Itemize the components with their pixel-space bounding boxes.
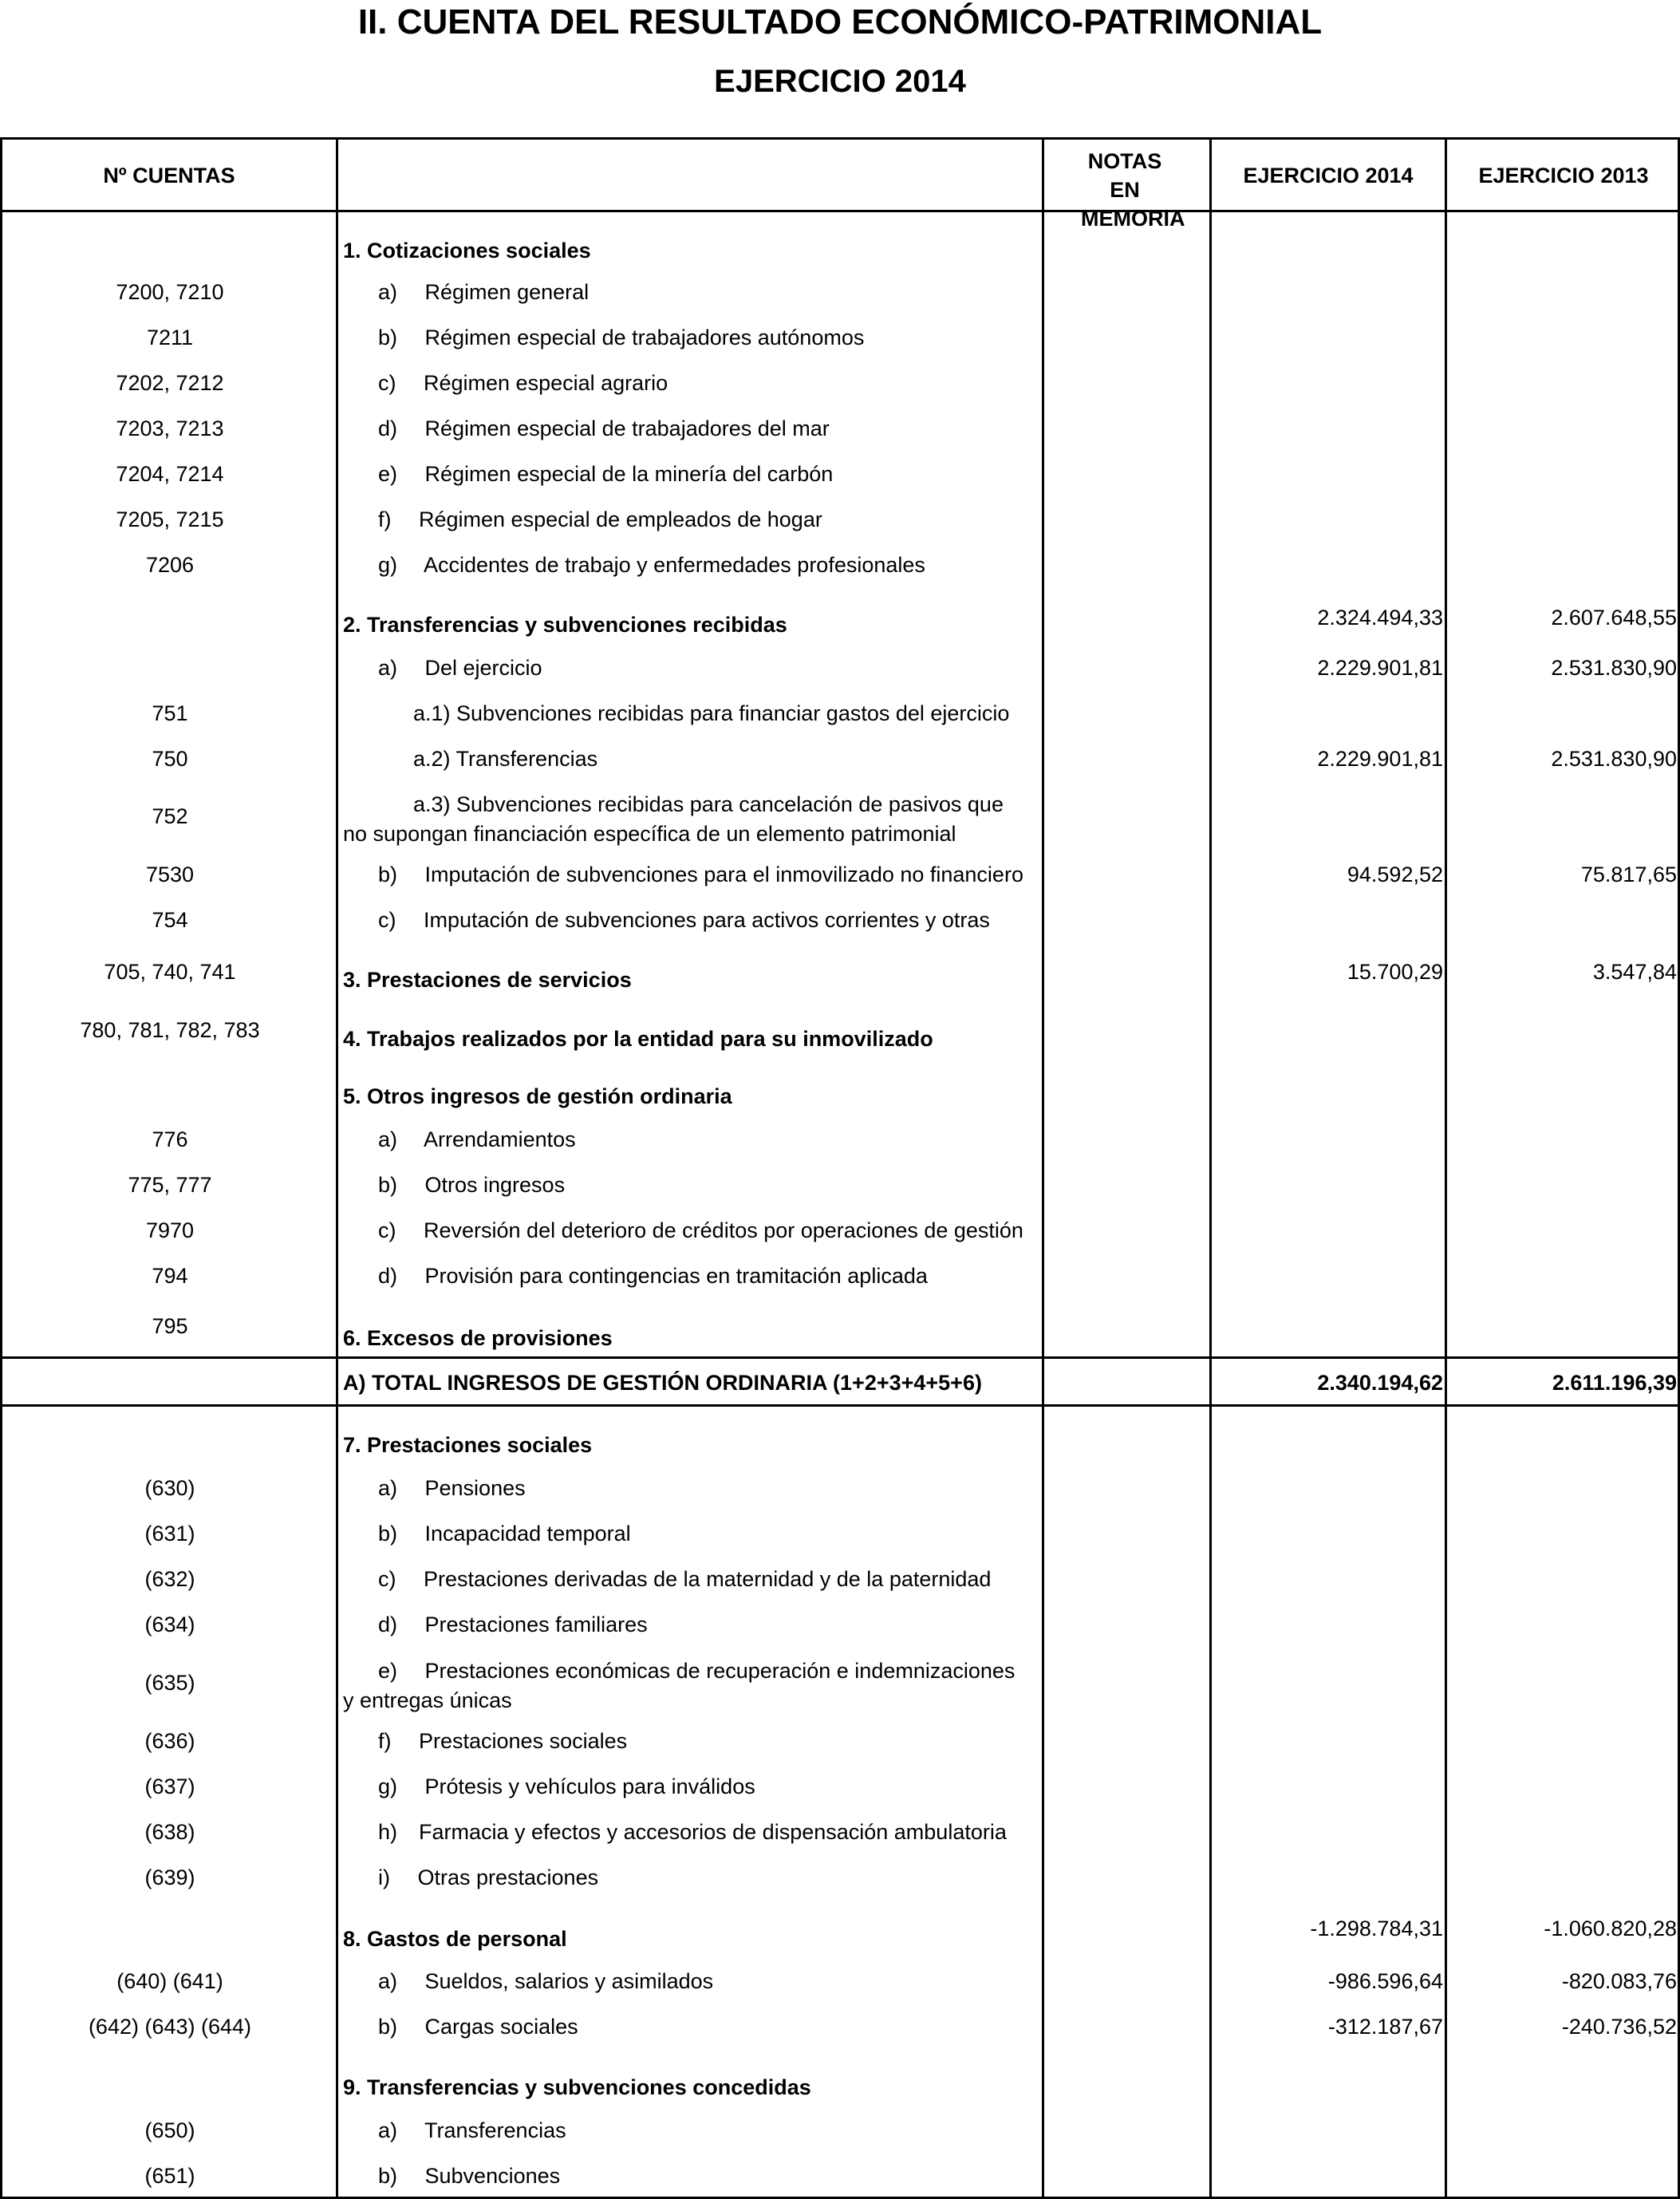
total-bottom-divider: [0, 1404, 1680, 1407]
account-code: 7203, 7213: [116, 417, 224, 440]
amount-v2013: 75.817,65: [1580, 863, 1677, 886]
account-code: 794: [152, 1264, 188, 1288]
account-code: (642) (643) (644): [88, 2015, 252, 2039]
account-code: 775, 777: [128, 1173, 212, 1197]
label-line-continuation: no supongan financiación específica de un elemento patrimonial: [343, 822, 956, 846]
label-line: a.3) Subvenciones recibidas para cancelación de pasivos que: [413, 792, 1004, 816]
row-c-imputacion-de-subvenciones-para-activo-label: c) Imputación de subvenciones para activos corrientes y otras: [378, 908, 990, 932]
account-code: 705, 740, 741: [104, 960, 236, 984]
row-b-subvenciones-label: b) Subvenciones: [378, 2164, 561, 2188]
row-a-1-subvenciones-recibidas-para-financia-label: a.1) Subvenciones recibidas para financiar gastos del ejercicio: [413, 701, 1010, 725]
row-c-regimen-especial-agrario-label: c) Régimen especial agrario: [378, 371, 668, 395]
row-d-prestaciones-familiares-label: d) Prestaciones familiares: [378, 1613, 648, 1636]
amount-v2014: 94.592,52: [1347, 863, 1443, 886]
header-ej2013: EJERCICIO 2013: [1478, 164, 1649, 188]
amount-v2013: 2.531.830,90: [1551, 747, 1677, 771]
row-c-reversion-del-deterioro-de-creditos-po-label: c) Reversión del deterioro de créditos por operaciones de gestión: [378, 1218, 1023, 1242]
amount-v2013: 2.607.648,55: [1551, 606, 1677, 630]
account-code: 7202, 7212: [116, 371, 224, 395]
row-2-transferencias-y-subvenciones-recibida-label: 2. Transferencias y subvenciones recibidas: [343, 613, 787, 637]
label-line-continuation: y entregas únicas: [343, 1688, 512, 1712]
account-code: (640) (641): [116, 1969, 223, 1993]
col-divider: [1042, 137, 1044, 2199]
account-code: (632): [144, 1567, 195, 1591]
account-code: 751: [152, 701, 188, 725]
row-g-protesis-y-vehiculos-para-invalidos-label: g) Prótesis y vehículos para inválidos: [378, 1775, 755, 1798]
row-e-prestaciones-economicas-de-recuperacio-label: [343, 1656, 1021, 1715]
account-code: 7204, 7214: [116, 462, 224, 486]
account-code: 7211: [146, 326, 194, 349]
account-code: 795: [152, 1314, 188, 1338]
account-code: 7206: [145, 553, 195, 577]
total-top-divider: [0, 1356, 1680, 1359]
report-subtitle: EJERCICIO 2014: [714, 64, 966, 99]
total-amount-v2013: 2.611.196,39: [1552, 1371, 1677, 1395]
report-title: II. CUENTA DEL RESULTADO ECONÓMICO-PATRIMONIAL: [357, 2, 1323, 41]
account-code: 776: [152, 1127, 188, 1151]
account-code: 7530: [145, 863, 195, 886]
account-code: 7205, 7215: [116, 507, 224, 531]
row-a-3-subvenciones-recibidas-para-cancelac-label: [343, 790, 1021, 849]
header-notas: NOTAS EN MEMORIA: [1081, 149, 1185, 231]
row-b-otros-ingresos-label: b) Otros ingresos: [378, 1173, 566, 1197]
row-f-prestaciones-sociales-label: f) Prestaciones sociales: [378, 1729, 628, 1753]
row-b-cargas-sociales-label: b) Cargas sociales: [378, 2015, 578, 2039]
row-e-regimen-especial-de-la-mineria-del-car-label: e) Régimen especial de la minería del carbón: [378, 462, 834, 486]
amount-v2013: -240.736,52: [1561, 2015, 1677, 2039]
row-b-regimen-especial-de-trabajadores-auton-label: b) Régimen especial de trabajadores autónomos: [378, 326, 865, 349]
account-code: 754: [152, 908, 188, 932]
row-b-incapacidad-temporal-label: b) Incapacidad temporal: [378, 1522, 631, 1546]
row-a-del-ejercicio-label: a) Del ejercicio: [378, 656, 542, 680]
amount-v2013: 3.547,84: [1592, 960, 1677, 984]
row-b-imputacion-de-subvenciones-para-el-inm-label: b) Imputación de subvenciones para el inmovilizado no financiero: [378, 863, 1023, 886]
row-6-excesos-de-provisiones-label: 6. Excesos de provisiones: [343, 1326, 613, 1350]
row-1-cotizaciones-sociales-label: 1. Cotizaciones sociales: [343, 239, 591, 263]
row-5-otros-ingresos-de-gestion-ordinaria-label: 5. Otros ingresos de gestión ordinaria: [343, 1084, 732, 1108]
amount-v2014: -1.298.784,31: [1310, 1917, 1443, 1940]
account-code: (639): [144, 1865, 195, 1889]
amount-v2014: -986.596,64: [1327, 1969, 1443, 1993]
amount-v2014: 2.229.901,81: [1317, 656, 1443, 680]
amount-v2014: 15.700,29: [1347, 960, 1443, 984]
row-a-regimen-general-label: a) Régimen general: [378, 280, 590, 304]
row-a-arrendamientos-label: a) Arrendamientos: [378, 1127, 576, 1151]
account-code: 7200, 7210: [116, 280, 224, 304]
row-8-gastos-de-personal-label: 8. Gastos de personal: [343, 1927, 567, 1951]
account-code: (636): [144, 1729, 195, 1753]
account-code: (635): [144, 1671, 195, 1695]
account-code: (638): [144, 1820, 195, 1844]
row-d-provision-para-contingencias-en-tramit-label: d) Provisión para contingencias en tramitación aplicada: [378, 1264, 928, 1288]
row-c-prestaciones-derivadas-de-la-maternida-label: c) Prestaciones derivadas de la maternidad y de la paternidad: [378, 1567, 992, 1591]
row-g-accidentes-de-trabajo-y-enfermedades-p-label: g) Accidentes de trabajo y enfermedades profesionales: [378, 553, 925, 577]
row-7-prestaciones-sociales-label: 7. Prestaciones sociales: [343, 1433, 593, 1457]
header-cuentas: Nº CUENTAS: [103, 164, 235, 188]
header-divider: [0, 210, 1680, 212]
row-3-prestaciones-de-servicios-label: 3. Prestaciones de servicios: [343, 968, 632, 992]
account-code: (631): [144, 1522, 195, 1546]
account-code: (634): [144, 1613, 195, 1636]
total-amount-v2014: 2.340.194,62: [1317, 1371, 1443, 1395]
amount-v2013: -820.083,76: [1561, 1969, 1677, 1993]
amount-v2014: 2.229.901,81: [1317, 747, 1443, 771]
header-ej2014: EJERCICIO 2014: [1243, 164, 1414, 188]
amount-v2014: 2.324.494,33: [1317, 606, 1443, 630]
row-a-transferencias-label: a) Transferencias: [378, 2118, 566, 2142]
row-i-otras-prestaciones-label: i) Otras prestaciones: [378, 1865, 599, 1889]
amount-v2013: 2.531.830,90: [1551, 656, 1677, 680]
row-a-2-transferencias-label: a.2) Transferencias: [413, 747, 598, 771]
account-code: (650): [144, 2118, 195, 2142]
account-code: (630): [144, 1476, 195, 1500]
label-line: e) Prestaciones económicas de recuperación e indemnizaciones: [378, 1659, 1015, 1683]
account-code: 750: [152, 747, 188, 771]
row-a-sueldos-salarios-y-asimilados-label: a) Sueldos, salarios y asimilados: [378, 1969, 714, 1993]
total-ingresos-label: A) TOTAL INGRESOS DE GESTIÓN ORDINARIA (1+2+3+4+5+6): [343, 1371, 982, 1395]
amount-v2013: -1.060.820,28: [1544, 1917, 1677, 1940]
col-divider: [1209, 137, 1212, 2199]
row-h-farmacia-y-efectos-y-accesorios-de-dis-label: h) Farmacia y efectos y accesorios de dispensación ambulatoria: [378, 1820, 1007, 1844]
row-9-transferencias-y-subvenciones-concedid-label: 9. Transferencias y subvenciones concedidas: [343, 2075, 811, 2099]
row-f-regimen-especial-de-empleados-de-hogar-label: f) Régimen especial de empleados de hogar: [378, 507, 822, 531]
row-a-pensiones-label: a) Pensiones: [378, 1476, 526, 1500]
account-code: 780, 781, 782, 783: [80, 1018, 260, 1042]
account-code: 7970: [145, 1218, 195, 1242]
col-divider: [1445, 137, 1447, 2199]
amount-v2014: -312.187,67: [1327, 2015, 1443, 2039]
account-code: (637): [144, 1775, 195, 1798]
account-code: 752: [152, 804, 188, 828]
account-code: (651): [144, 2164, 195, 2188]
row-4-trabajos-realizados-por-la-entidad-par-label: 4. Trabajos realizados por la entidad para su inmovilizado: [343, 1027, 933, 1051]
row-d-regimen-especial-de-trabajadores-del-m-label: d) Régimen especial de trabajadores del mar: [378, 417, 830, 440]
